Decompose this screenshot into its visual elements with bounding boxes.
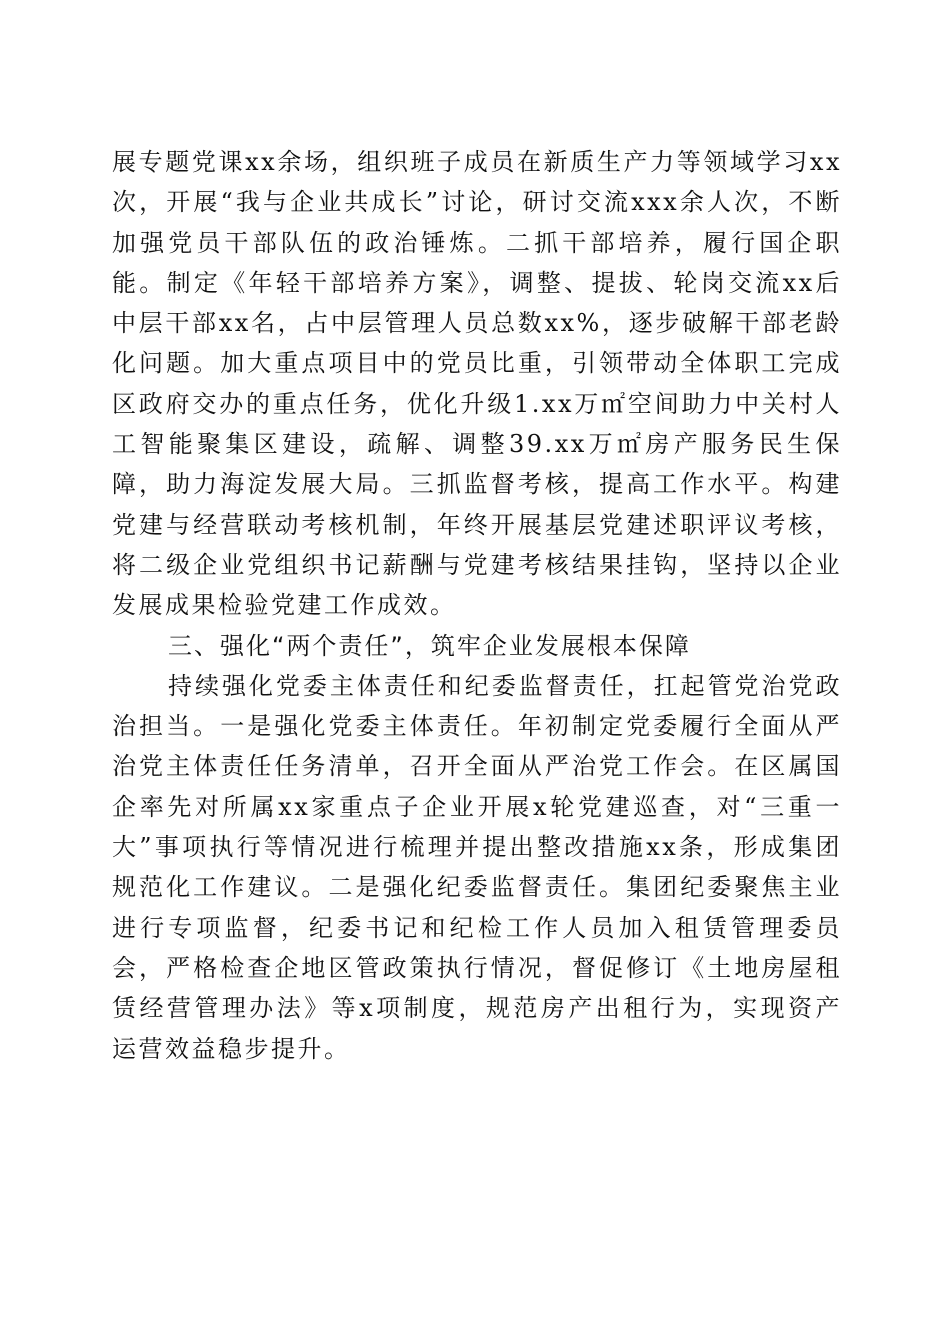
continued-paragraph: 展专题党课xx余场，组织班子成员在新质生产力等领域学习xx次，开展“我与企业共成长”讨论，研讨交流xxx余人次，不断加强党员干部队伍的政治锤炼。二抓干部培养，履行国企职能。制定《年轻干部培养方案》，调整、提拔、轮岗交流xx后中层干部xx名，占中层管理人员总数xx%，逐步破解干部老龄化问题。加大重点项目中的党员比重，引领带动全体职工完成区政府交办的重点任务，优化升级1.xx万㎡空间助力中关村人工智能聚集区建设，疏解、调整39.xx万㎡房产服务民生保障，助力海淀发展大局。三抓监督考核，提高工作水平。构建党建与经营联动考核机制，年终开展基层党建述职评议考核，将二级企业党组织书记薪酬与党建考核结果挂钩，坚持以企业发展成果检验党建工作成效。	[112, 148, 842, 620]
section-paragraph: 持续强化党委主体责任和纪委监督责任，扛起管党治党政治担当。一是强化党委主体责任。年初制定党委履行全面从严治党主体责任任务清单，召开全面从严治党工作会。在区属国企率先对所属xx家重点子企业开展x轮党建巡查，对“三重一大”事项执行等情况进行梳理并提出整改措施xx条，形成集团规范化工作建议。二是强化纪委监督责任。集团纪委聚焦主业进行专项监督，纪委书记和纪检工作人员加入租赁管理委员会，严格检查企地区管政策执行情况，督促修订《土地房屋租赁经营管理办法》等x项制度，规范房产出租行为，实现资产运营效益稳步提升。	[112, 671, 842, 1063]
section-heading: 三、强化“两个责任”，筑牢企业发展根本保障	[168, 631, 691, 660]
document-body	[112, 142, 842, 1069]
